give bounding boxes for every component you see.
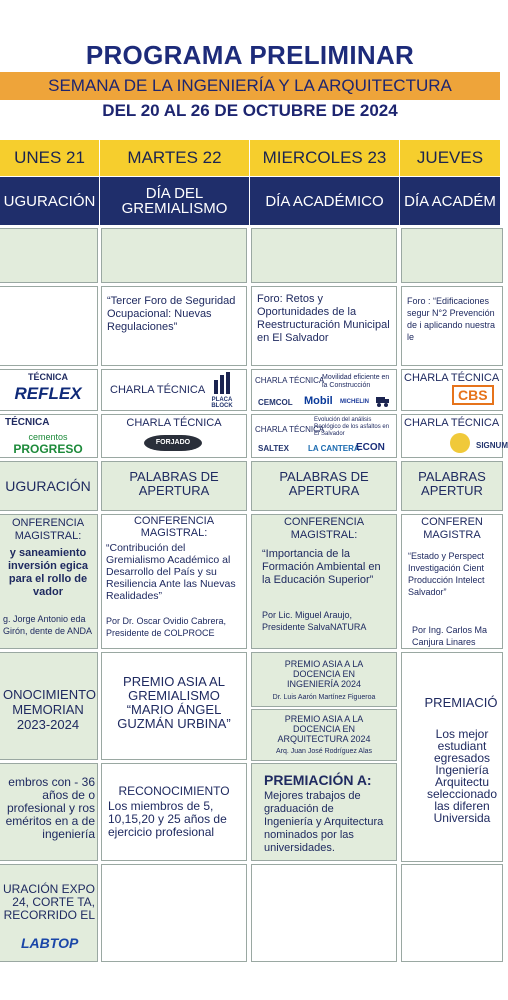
conference-thursday: CONFEREN MAGISTRA “Estado y Perspect Investigación Cient Producción Intelect Salvador” Por Ing. Carlos Ma Canjura Linares [401,514,503,649]
charla-tecnica-tuesday-1 [101,369,247,411]
award-wednesday-engineering: PREMIO ASIA A LA DOCENCIA EN INGENIERÍA 2024 Dr. Luis Aarón Martínez Figueroa [251,652,397,707]
theme-monday: UGURACIÓN [0,177,99,225]
empty-cell [101,228,247,283]
opening-thursday: PALABRAS APERTUR [401,461,503,511]
charla-tecnica-monday-2 [0,414,98,458]
charla-label: TÉCNICA [28,372,68,382]
gear-logo-icon [450,433,470,453]
opening-wednesday: PALABRAS DE APERTURA [251,461,397,511]
cemcol-logo: CEMCOL [258,398,293,407]
charla-label: CHARLA TÉCNICA [255,376,325,385]
award-tuesday: PREMIO ASIA AL GREMIALISMO “MARIO ÁNGEL GUZMÁN URBINA” [101,652,247,760]
cantera-logo: LA CANTERA [308,444,360,453]
empty-cell [0,228,98,283]
opening-tuesday: PALABRAS DE APERTURA [101,461,247,511]
forum-tuesday: “Tercer Foro de Seguridad Ocupacional: Nuevas Regulaciones” [101,286,247,366]
empty-cell [0,286,98,366]
truck-icon [376,395,390,407]
award-wednesday-architecture: PREMIO ASIA A LA DOCENCIA EN ARQUITECTURA 2024 Arq. Juan José Rodríguez Alas [251,709,397,761]
cbs-logo: CBS [452,385,494,405]
labtop-logo: LABTOP [21,935,79,951]
charla-tecnica-wednesday-1 [251,369,397,411]
charla-topic: Movilidad eficiente en la Construcción [322,374,390,389]
michelin-logo: MICHELIN [340,399,369,405]
charla-label: CHARLA TÉCNICA [110,384,206,396]
placa-block-logo: PLACA BLOCK [204,372,240,408]
empty-cell [401,228,503,283]
empty-cell [251,864,397,962]
day-header-monday: UNES 21 [0,140,99,176]
opening-monday: UGURACIÓN [0,461,98,511]
charla-tecnica-monday-1 [0,369,98,411]
charla-label: CHARLA TÉCNICA [404,372,500,384]
signum-logo: SIGNUM [476,441,508,450]
conference-tuesday: CONFERENCIA MAGISTRAL: “Contribución del Gremialismo Académico al Desarrollo del País y su Resiliencia Ante las Nuevas Realidades” Por Dr. Oscar Ovidio Cabrera, Presidente de COLPROCE [101,514,247,649]
subtitle: SEMANA DE LA INGENIERÍA Y LA ARQUITECTURA [48,76,452,95]
theme-wednesday: DÍA ACADÉMICO [250,177,399,225]
charla-label: CHARLA TÉCNICA [404,417,500,429]
charla-label: CHARLA TÉCNICA [126,417,222,429]
recognition-monday: embros con - 36 años de o profesional y ros eméritos en a de ingeniería [0,763,98,861]
date-range: DEL 20 AL 26 DE OCTUBRE DE 2024 [102,101,398,120]
empty-cell [401,864,503,962]
charla-tecnica-tuesday-2 [101,414,247,458]
empty-cell [101,864,247,962]
conference-wednesday: CONFERENCIA MAGISTRAL: “Importancia de la Formación Ambiental en la Educación Superior” Por Lic. Miguel Araujo, Presidente SalvaNATURA [251,514,397,649]
forjado-logo: FORJADO [144,435,202,451]
charla-label: TÉCNICA [5,417,50,428]
theme-thursday: DÍA ACADÉM [400,177,500,225]
reflex-logo: REFLEX [14,384,82,403]
progreso-logo: PROGRESO [13,442,83,456]
recognition-wednesday: PREMIACIÓN A: Mejores trabajos de graduación de Ingeniería y Arquitectura nominados por las universidades. [251,763,397,861]
charla-topic: Evolución del análisis Reológico de los asfaltos en El Salvador [314,417,390,437]
cementos-text: cementos [28,432,68,442]
day-header-wednesday: MIERCOLES 23 [250,140,399,176]
closing-monday: URACIÓN EXPO 24, CORTE TA, RECORRIDO EL LABTOP [0,864,98,962]
conference-monday: ONFERENCIA MAGISTRAL: y saneamiento inversión egica para el rollo de vador g. Jorge Antonio eda Girón, dente de ANDA [0,514,98,649]
charla-tecnica-thursday-2 [401,414,508,458]
charla-tecnica-thursday-1 [401,369,503,411]
page-title: PROGRAMA PRELIMINAR [85,40,415,70]
forum-wednesday: Foro: Retos y Oportunidades de la Reestructuración Municipal en El Salvador [251,286,397,366]
charla-label: CHARLA TÉCNICA [255,425,325,434]
mobil-logo: Mobil [304,395,333,407]
day-header-tuesday: MARTES 22 [100,140,249,176]
day-header-thursday: JUEVES [400,140,500,176]
recognition-tuesday: RECONOCIMIENTO Los miembros de 5, 10,15,20 y 25 años de ejercicio profesional [101,763,247,861]
award-monday: ONOCIMIENTO MEMORIAN 2023-2024 [0,652,98,760]
forum-thursday: Foro : “Edificaciones segur N°2 Prevención de i aplicando nuestra le [401,286,503,366]
subtitle-band [0,72,500,100]
empty-cell [251,228,397,283]
theme-tuesday: DÍA DEL GREMIALISMO [100,177,249,225]
saltex-logo: SALTEX [258,444,289,453]
award-thursday: PREMIACIÓ Los mejor estudiant egresados Ingeniería Arquitectu seleccionado las diferen Universida [401,652,503,862]
charla-tecnica-wednesday-2 [251,414,397,458]
econ-logo: ECON [356,442,385,453]
